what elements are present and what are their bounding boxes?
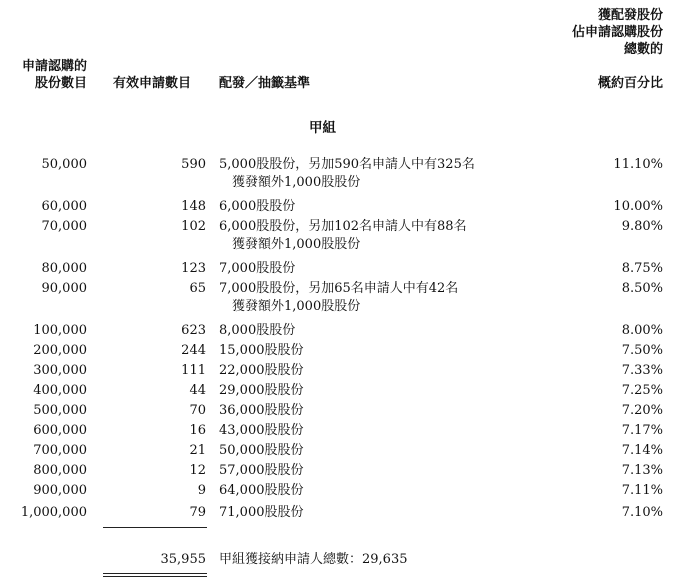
row-percentage: 7.33% bbox=[621, 363, 663, 378]
row-applications: 590 bbox=[181, 157, 206, 172]
row-percentage: 8.75% bbox=[621, 261, 663, 276]
row-basis: 64,000股股份 bbox=[219, 483, 304, 498]
header-allocation-basis: 配發／抽籤基準 bbox=[219, 76, 311, 91]
row-basis: 7,000股股份 bbox=[219, 261, 296, 276]
row-basis-continued: 獲發額外1,000股股份 bbox=[232, 175, 361, 190]
row-percentage: 7.17% bbox=[621, 423, 663, 438]
row-basis-continued: 獲發額外1,000股股份 bbox=[232, 237, 361, 252]
total-accepted-label: 甲組獲接納申請人總數：29,635 bbox=[219, 552, 408, 567]
row-applications: 9 bbox=[197, 483, 206, 498]
total-rule-double-2 bbox=[103, 576, 207, 577]
row-percentage: 8.50% bbox=[621, 281, 663, 296]
row-percentage: 7.13% bbox=[621, 463, 663, 478]
row-shares: 700,000 bbox=[33, 443, 87, 458]
header-shares-line2: 股份數目 bbox=[34, 76, 87, 91]
row-basis-continued: 獲發額外1,000股股份 bbox=[232, 299, 361, 314]
row-basis: 6,000股股份，另加102名申請人中有88名 bbox=[219, 219, 467, 234]
row-basis: 50,000股股份 bbox=[219, 443, 304, 458]
row-applications: 21 bbox=[189, 443, 206, 458]
row-basis: 6,000股股份 bbox=[219, 199, 296, 214]
row-shares: 900,000 bbox=[33, 483, 87, 498]
row-basis: 8,000股股份 bbox=[219, 323, 296, 338]
total-rule-double-1 bbox=[103, 573, 207, 574]
row-shares: 90,000 bbox=[41, 281, 87, 296]
row-percentage: 9.80% bbox=[621, 219, 663, 234]
row-basis: 57,000股股份 bbox=[219, 463, 304, 478]
row-shares: 400,000 bbox=[33, 383, 87, 398]
row-applications: 65 bbox=[189, 281, 206, 296]
row-basis: 43,000股股份 bbox=[219, 423, 304, 438]
row-percentage: 10.00% bbox=[613, 199, 663, 214]
header-pct-line4: 概約百分比 bbox=[597, 76, 663, 91]
row-applications: 16 bbox=[189, 423, 206, 438]
row-applications: 244 bbox=[181, 343, 206, 358]
header-pct-line2: 佔申請認購股份 bbox=[571, 25, 663, 40]
row-shares: 70,000 bbox=[41, 219, 87, 234]
row-applications: 12 bbox=[189, 463, 206, 478]
row-shares: 200,000 bbox=[33, 343, 87, 358]
row-shares: 50,000 bbox=[41, 157, 87, 172]
row-shares: 800,000 bbox=[33, 463, 87, 478]
row-basis: 36,000股股份 bbox=[219, 403, 304, 418]
row-basis: 15,000股股份 bbox=[219, 343, 304, 358]
row-basis: 7,000股股份，另加65名申請人中有42名 bbox=[219, 281, 459, 296]
header-pct-line1: 獲配發股份 bbox=[597, 8, 663, 23]
row-shares: 300,000 bbox=[33, 363, 87, 378]
row-percentage: 7.10% bbox=[621, 505, 663, 520]
row-shares: 1,000,000 bbox=[20, 505, 87, 520]
row-basis: 71,000股股份 bbox=[219, 505, 304, 520]
row-applications: 623 bbox=[181, 323, 206, 338]
row-percentage: 7.14% bbox=[621, 443, 663, 458]
row-shares: 100,000 bbox=[33, 323, 87, 338]
row-shares: 500,000 bbox=[33, 403, 87, 418]
row-applications: 148 bbox=[181, 199, 206, 214]
header-pct-line3: 總數的 bbox=[623, 42, 663, 57]
row-applications: 44 bbox=[189, 383, 206, 398]
row-applications: 111 bbox=[181, 363, 206, 378]
total-rule-top bbox=[103, 527, 207, 528]
header-shares-line1: 申請認購的 bbox=[21, 59, 87, 74]
row-applications: 123 bbox=[181, 261, 206, 276]
row-basis: 29,000股股份 bbox=[219, 383, 304, 398]
row-percentage: 7.11% bbox=[621, 483, 663, 498]
row-shares: 600,000 bbox=[33, 423, 87, 438]
row-shares: 60,000 bbox=[41, 199, 87, 214]
total-applications: 35,955 bbox=[160, 552, 206, 567]
row-percentage: 8.00% bbox=[621, 323, 663, 338]
row-applications: 102 bbox=[181, 219, 206, 234]
row-basis: 5,000股股份，另加590名申請人中有325名 bbox=[219, 157, 475, 172]
row-applications: 70 bbox=[189, 403, 206, 418]
row-shares: 80,000 bbox=[41, 261, 87, 276]
row-percentage: 7.20% bbox=[621, 403, 663, 418]
row-percentage: 11.10% bbox=[613, 157, 663, 172]
header-valid-applications: 有效申請數目 bbox=[113, 76, 192, 91]
section-title: 甲組 bbox=[309, 120, 336, 136]
row-percentage: 7.25% bbox=[621, 383, 663, 398]
row-percentage: 7.50% bbox=[621, 343, 663, 358]
row-applications: 79 bbox=[189, 505, 206, 520]
row-basis: 22,000股股份 bbox=[219, 363, 304, 378]
